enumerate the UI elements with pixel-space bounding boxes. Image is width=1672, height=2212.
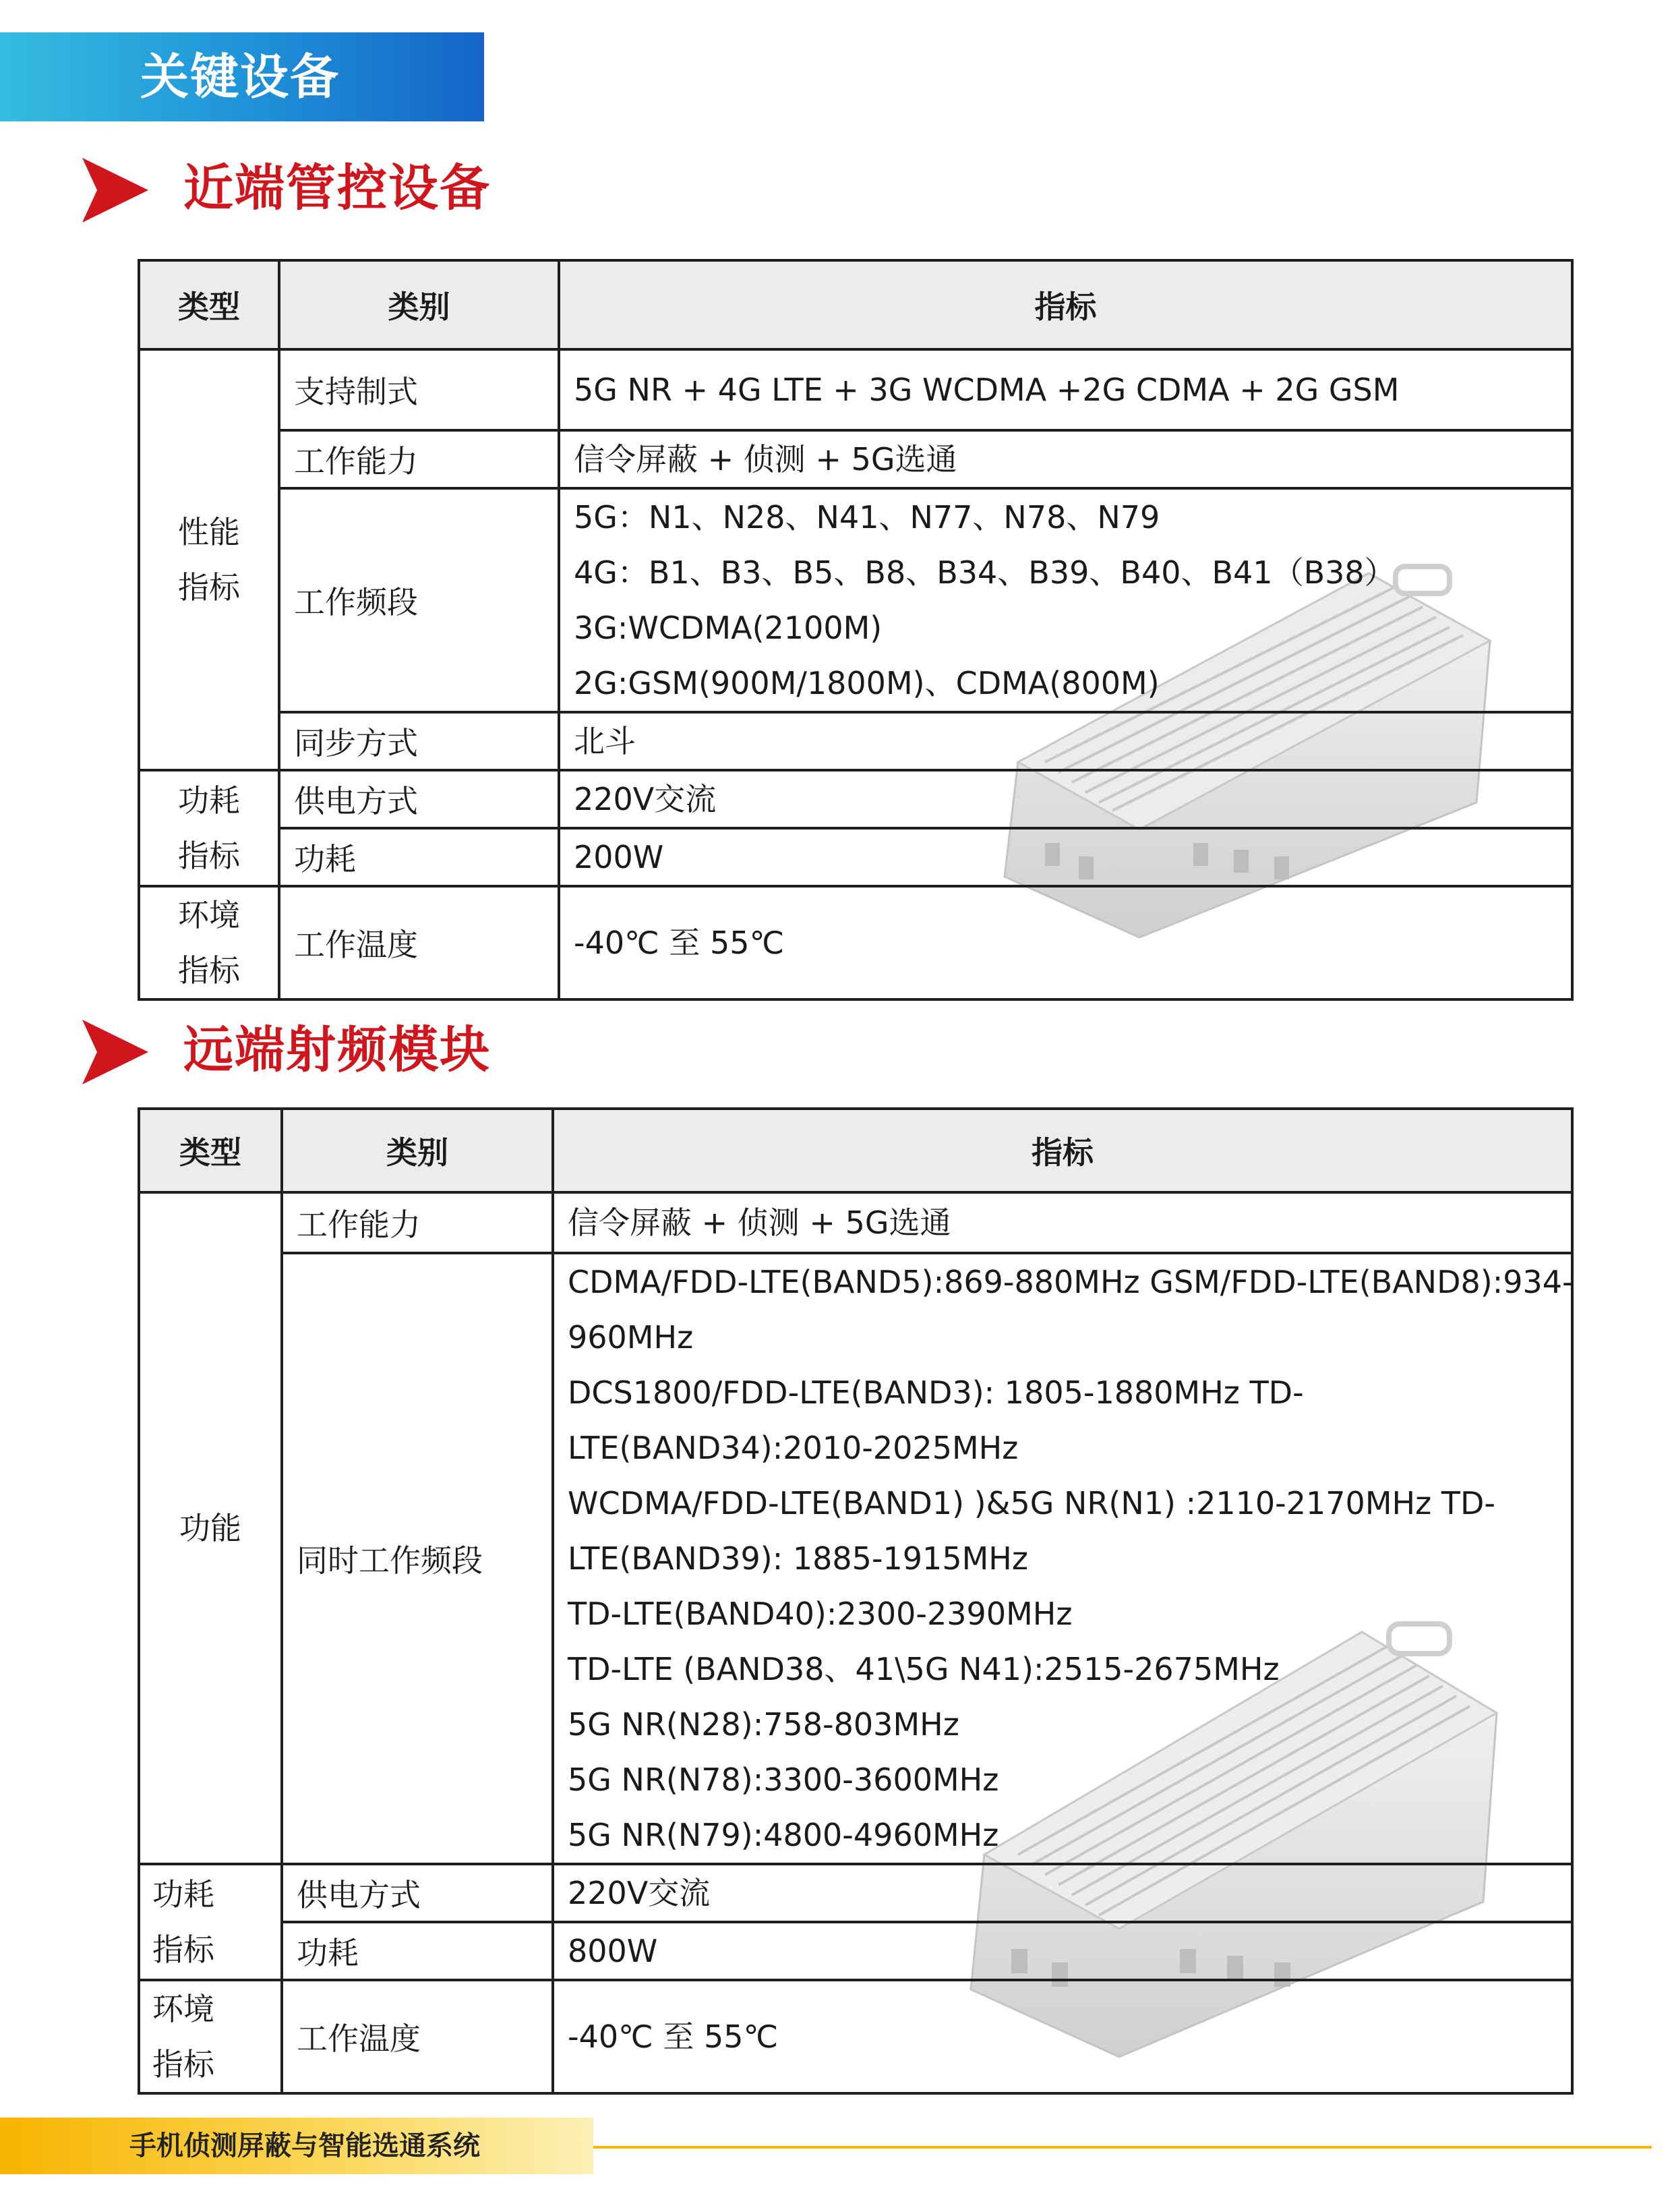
category-cell: 功耗 — [282, 1922, 553, 1980]
spec-table-remote-rf — [138, 1107, 1574, 2095]
type-cell-power: 功耗指标 — [139, 1864, 282, 1980]
spec-cell: -40℃ 至 55℃ — [559, 886, 1572, 999]
spec-cell: 220V交流 — [553, 1864, 1572, 1922]
spec-cell: -40℃ 至 55℃ — [553, 1980, 1572, 2093]
spec-cell: 5G：N1、N28、N41、N77、N78、N79 4G：B1、B3、B5、B8、B34、B39、B40、B41（B38） 3G:WCDMA(2100M) 2G:GSM(900M/1800M)、CDMA(800M) — [559, 488, 1572, 712]
red-arrow-icon — [82, 158, 148, 223]
table-row — [139, 886, 1572, 999]
column-header-type: 类型 — [139, 1109, 282, 1192]
category-cell: 工作能力 — [279, 430, 559, 488]
spec-cell: 5G NR + 4G LTE + 3G WCDMA +2G CDMA + 2G GSM — [559, 349, 1572, 430]
column-header-type: 类型 — [139, 260, 279, 349]
spec-cell: 200W — [559, 828, 1572, 886]
table-row — [139, 828, 1572, 886]
table-row — [139, 1253, 1572, 1864]
section-title: 近端管控设备 — [183, 159, 491, 217]
type-cell-function: 功能 — [139, 1192, 282, 1864]
table-row — [139, 1192, 1572, 1253]
spec-table-near-end — [138, 259, 1574, 1001]
table-row — [139, 1922, 1572, 1980]
section-title: 远端射频模块 — [183, 1021, 491, 1079]
type-cell-power: 功耗指标 — [139, 770, 279, 886]
footer-text: 手机侦测屏蔽与智能选通系统 — [129, 2130, 480, 2161]
table-row — [139, 770, 1572, 828]
page-title: 关键设备 — [140, 49, 340, 105]
type-cell-environment: 环境指标 — [139, 886, 279, 999]
category-cell: 功耗 — [279, 828, 559, 886]
table-row — [139, 488, 1572, 712]
table-row — [139, 1864, 1572, 1922]
type-cell-performance: 性能指标 — [139, 349, 279, 770]
type-cell-environment: 环境指标 — [139, 1980, 282, 2093]
category-cell: 同步方式 — [279, 712, 559, 770]
spec-cell: 800W — [553, 1922, 1572, 1980]
spec-cell: 北斗 — [559, 712, 1572, 770]
spec-cell: 220V交流 — [559, 770, 1572, 828]
table-row — [139, 712, 1572, 770]
footer-divider — [593, 2146, 1652, 2149]
red-arrow-icon — [82, 1020, 148, 1084]
category-cell: 工作能力 — [282, 1192, 553, 1253]
table-header-row — [139, 1109, 1572, 1192]
category-cell: 供电方式 — [282, 1864, 553, 1922]
column-header-category: 类别 — [279, 260, 559, 349]
spec-cell: CDMA/FDD-LTE(BAND5):869-880MHz GSM/FDD-LTE(BAND8):934- 960MHz DCS1800/FDD-LTE(BAND3): 1805-1880MHz TD- LTE(BAND34):2010-2025MHz WCDMA/FDD-LTE(BAND1) )&5G NR(N1) :2110-2170MHz TD- LTE(BAND39): 1885-1915MHz TD-LTE(BAND40):2300-2390MHz TD-LTE (BAND38、41\5G N41):2515-2675MHz 5G NR(N28):758-803MHz 5G NR(N78):3300-3600MHz 5G NR(N79):4800-4960MHz — [553, 1253, 1572, 1864]
column-header-spec: 指标 — [559, 260, 1572, 349]
table-header-row — [139, 260, 1572, 349]
column-header-category: 类别 — [282, 1109, 553, 1192]
table-row — [139, 430, 1572, 488]
category-cell: 工作频段 — [279, 488, 559, 712]
table-row — [139, 1980, 1572, 2093]
category-cell: 供电方式 — [279, 770, 559, 828]
spec-cell: 信令屏蔽 + 侦测 + 5G选通 — [559, 430, 1572, 488]
column-header-spec: 指标 — [553, 1109, 1572, 1192]
category-cell: 工作温度 — [279, 886, 559, 999]
category-cell: 工作温度 — [282, 1980, 553, 2093]
category-cell: 同时工作频段 — [282, 1253, 553, 1864]
spec-cell: 信令屏蔽 + 侦测 + 5G选通 — [553, 1192, 1572, 1253]
table-row — [139, 349, 1572, 430]
category-cell: 支持制式 — [279, 349, 559, 430]
